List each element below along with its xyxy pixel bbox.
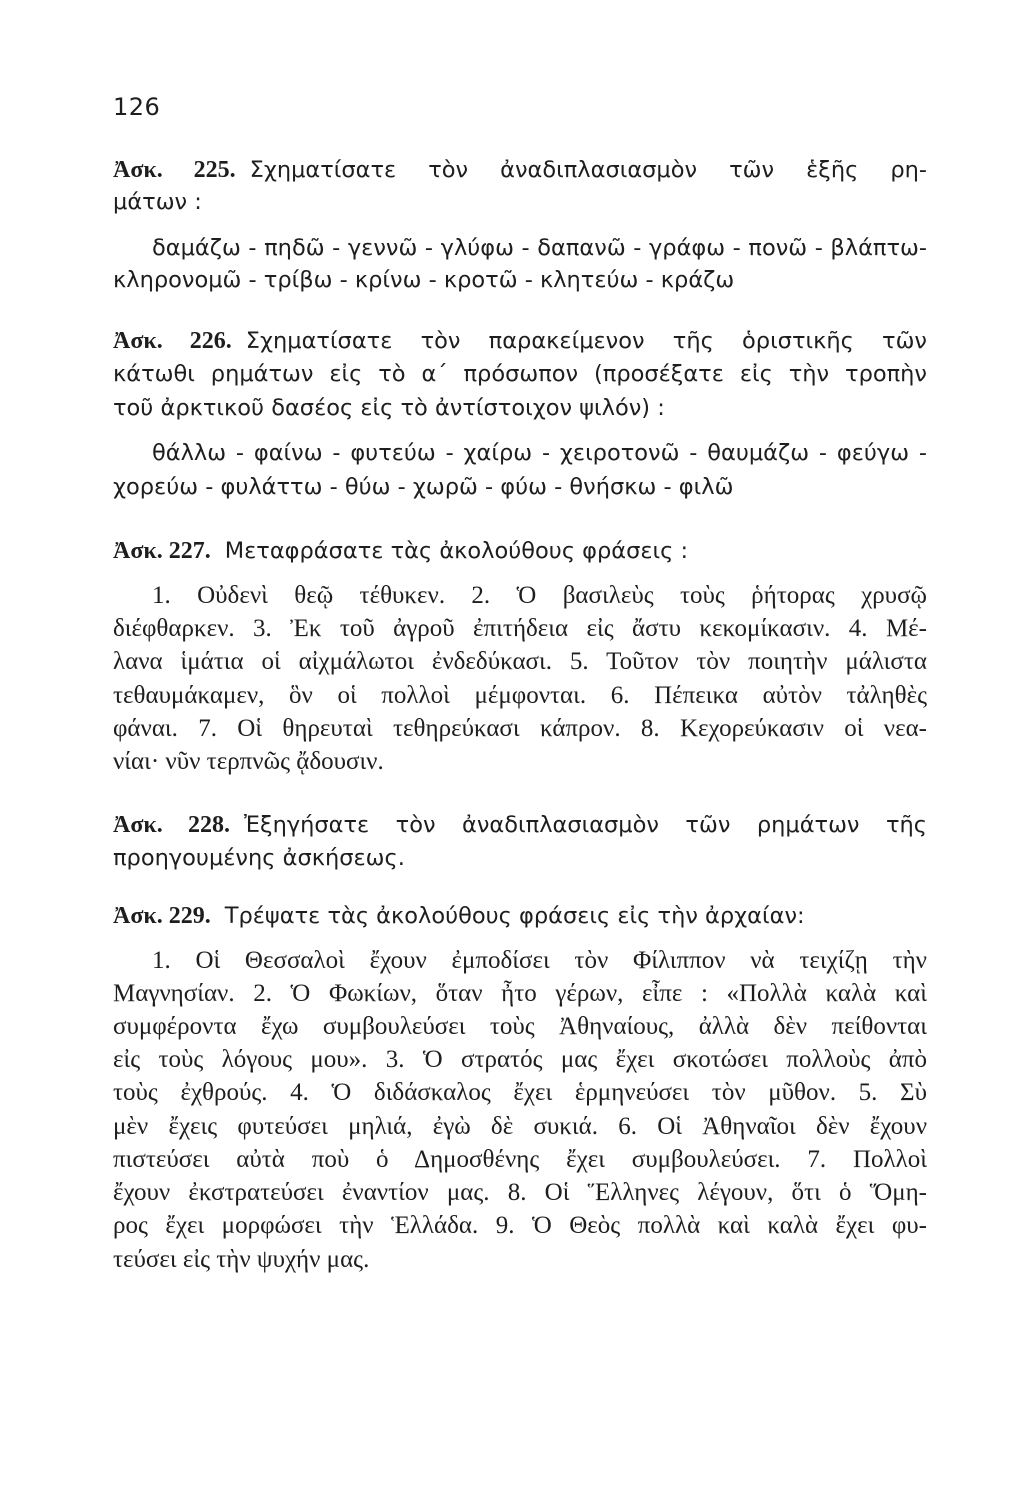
sentence-line: ρος ἔχει μορφώσει τὴν Ἑλλάδα. 9. Ὁ Θεὸς πολλὰ καὶ καλὰ ἔχει φυ- [113,1212,927,1239]
exercise-label: Ἀσκ. 228. [113,812,231,838]
exercise-instruction [113,536,688,566]
exercise-instruction [113,155,927,185]
instruction-line: προηγουμένης ἀσκήσεως. [113,845,405,871]
sentence-line: τεθαυμάκαμεν, ὃν οἱ πολλοὶ μέμφονται. 6. Πέπεικα αὐτὸν τἀληθὲς [113,682,927,709]
instruction-text: Σχηματίσατε τὸν ἀναδιπλασιασμὸν τῶν ἑξῆς ρη- [249,157,927,183]
instruction-text: Σχηματίσατε τὸν παρακείμενον τῆς ὁριστικῆς τῶν [245,328,927,354]
exercise-label: Ἀσκ. 227. [113,538,211,564]
exercise-instruction [113,326,927,356]
verb-list-line: χορεύω - φυλάττω - θύω - χωρῶ - φύω - θνήσκω - φιλῶ [113,474,734,500]
verb-list-line: δαμάζω - πηδῶ - γεννῶ - γλύφω - δαπανῶ - γράφω - πονῶ - βλάπτω- [152,235,927,261]
sentence-line: διέφθαρκεν. 3. Ἐκ τοῦ ἀγροῦ ἐπιτήδεια εἰς ἄστυ κεκομίκασιν. 4. Μέ- [113,615,927,642]
instruction-line: κάτωθι ρημάτων εἰς τὸ α΄ πρόσωπον (προσέξατε εἰς τὴν τροπὴν [113,361,927,387]
sentence-line: μὲν ἔχεις φυτεύσει μηλιά, ἐγὼ δὲ συκιά. 6. Οἱ Ἀθηναῖοι δὲν ἔχουν [113,1113,927,1140]
sentence-line: 1. Οἱ Θεσσαλοὶ ἔχουν ἐμποδίσει τὸν Φίλιππον νὰ τειχίζῃ τὴν [152,947,927,974]
instruction-text: Ἐξηγήσατε τὸν ἀναδιπλασιασμὸν τῶν ρημάτων τῆς [244,812,927,838]
sentence-line: λανα ἱμάτια οἱ αἰχμάλωτοι ἐνδεδύκασι. 5. Τοῦτον τὸν ποιητὴν μάλιστα [113,648,927,675]
sentence-line: Μαγνησίαν. 2. Ὁ Φωκίων, ὅταν ἦτο γέρων, εἶπε : «Πολλὰ καλὰ καὶ [113,980,927,1007]
verb-list-line: κληρονομῶ - τρίβω - κρίνω - κροτῶ - κλητεύω - κράζω [113,267,735,293]
page-number: 126 [113,93,161,121]
exercise-instruction [113,810,927,840]
exercise-label: Ἀσκ. 229. [113,903,211,929]
exercise-label: Ἀσκ. 226. [113,328,232,354]
instruction-text: Μεταφράσατε τὰς ἀκολούθους φράσεις : [224,538,689,564]
sentence-line: εἰς τοὺς λόγους μου». 3. Ὁ στρατός μας ἔχει σκοτώσει πολλοὺς ἀπὸ [113,1046,927,1073]
sentence-line: τεύσει εἰς τὴν ψυχήν μας. [113,1246,370,1273]
sentence-line: 1. Οὐδενὶ θεῷ τέθυκεν. 2. Ὁ βασιλεὺς τοὺς ῥήτορας χρυσῷ [152,582,927,609]
verb-list-line: θάλλω - φαίνω - φυτεύω - χαίρω - χειροτονῶ - θαυμάζω - φεύγω - [152,440,927,466]
instruction-text: Τρέψατε τὰς ἀκολούθους φράσεις εἰς τὴν ἀρχαίαν: [224,903,805,929]
sentence-line: ἔχουν ἐκστρατεύσει ἐναντίον μας. 8. Οἱ Ἕλληνες λέγουν, ὅτι ὁ Ὅμη- [113,1179,927,1206]
exercise-instruction [113,901,805,931]
sentence-line: πιστεύσει αὐτὰ ποὺ ὁ Δημοσθένης ἔχει συμβουλεύσει. 7. Πολλοὶ [113,1146,927,1173]
sentence-line: νίαι· νῦν τερπνῶς ᾄδουσιν. [113,748,384,775]
sentence-line: συμφέροντα ἔχω συμβουλεύσει τοὺς Ἀθηναίους, ἀλλὰ δὲν πείθονται [113,1013,927,1040]
sentence-line: τοὺς ἐχθρούς. 4. Ὁ διδάσκαλος ἔχει ἑρμηνεύσει τὸν μῦθον. 5. Σὺ [113,1079,927,1106]
instruction-line: τοῦ ἀρκτικοῦ δασέος εἰς τὸ ἀντίστοιχον ψιλόν) : [113,395,665,421]
instruction-line: μάτων : [113,189,202,215]
sentence-line: φάναι. 7. Οἱ θηρευταὶ τεθηρεύκασι κάπρον. 8. Κεχορεύκασιν οἱ νεα- [113,715,927,742]
exercise-label: Ἀσκ. 225. [113,157,236,183]
